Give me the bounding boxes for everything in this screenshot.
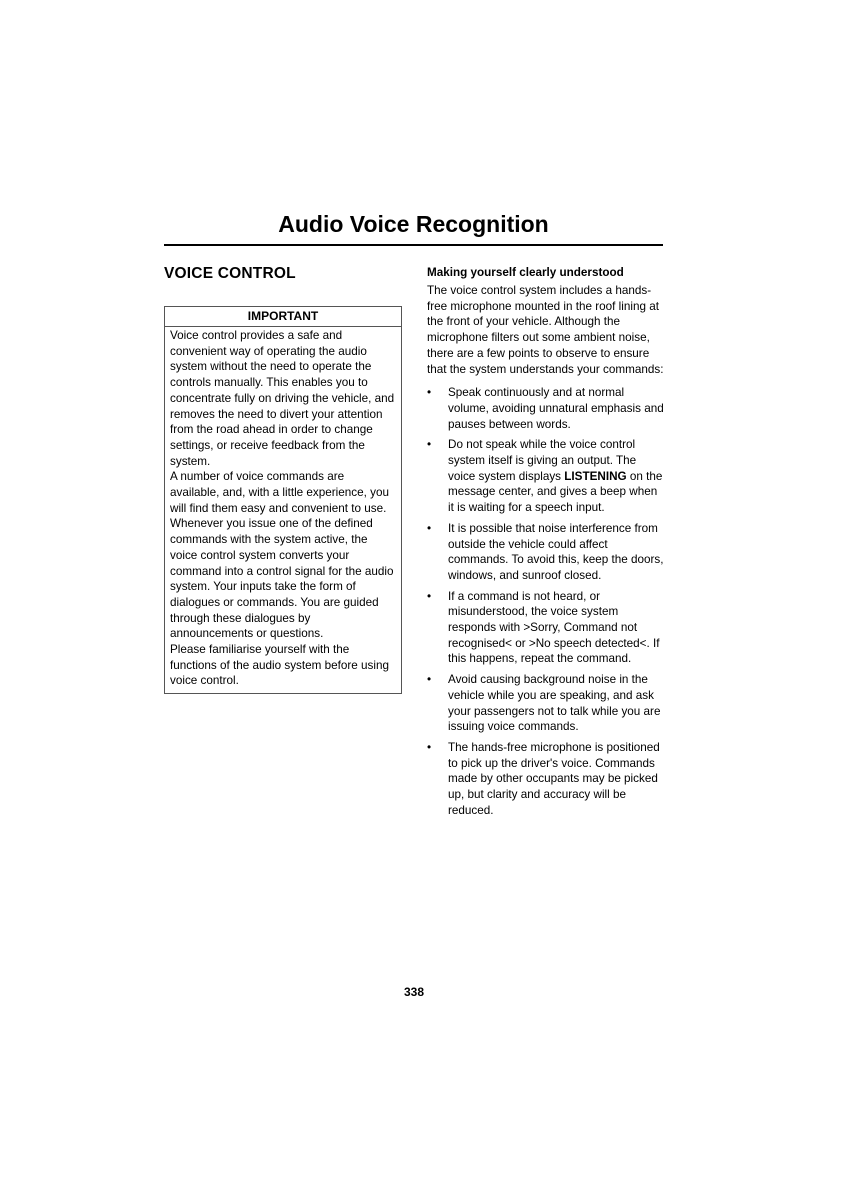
list-item-text: It is possible that noise interference from outside the vehicle could affect commands. To avoid this, keep the doors, windows, and sunroof closed. bbox=[448, 521, 664, 582]
list-item-text: Do not speak while the voice control system itself is giving an output. The voice system displays bbox=[448, 438, 637, 483]
right-column bbox=[427, 264, 665, 824]
list-item-text: Speak continuously and at normal volume, avoiding unnatural emphasis and pauses between words. bbox=[448, 386, 664, 431]
list-item bbox=[427, 385, 665, 432]
subheading: Making yourself clearly understood bbox=[427, 266, 624, 279]
section-heading: VOICE CONTROL bbox=[164, 265, 296, 282]
list-item bbox=[427, 521, 665, 584]
page-number: 338 bbox=[403, 985, 425, 999]
bullet-icon: • bbox=[427, 673, 432, 687]
title-rule bbox=[164, 244, 663, 246]
list-item bbox=[427, 437, 665, 516]
list-item-text: Avoid causing background noise in the vehicle while you are speaking, and ask your passengers not to talk while you are issuing voice commands. bbox=[448, 673, 661, 734]
page-title: Audio Voice Recognition bbox=[278, 211, 549, 237]
bullet-icon: • bbox=[427, 386, 432, 400]
list-item-text: on the message center, and gives a beep when it is waiting for a speech input. bbox=[448, 469, 663, 515]
important-label: IMPORTANT bbox=[165, 307, 401, 327]
important-paragraph: Please familiarise yourself with the functions of the audio system before using voice control. bbox=[170, 643, 389, 688]
bullet-icon: • bbox=[427, 521, 432, 535]
list-item-text: The hands-free microphone is positioned to pick up the driver's voice. Commands made by other occupants may be picked up, but clarity and accuracy will be reduced. bbox=[448, 740, 660, 817]
bullet-icon: • bbox=[427, 438, 432, 452]
bullet-icon: • bbox=[427, 589, 432, 603]
list-item bbox=[427, 740, 665, 819]
important-body bbox=[165, 327, 401, 693]
left-column bbox=[164, 264, 403, 694]
important-paragraph: Voice control provides a safe and convenient way of operating the audio system without the need to operate the controls manually. This enables you to concentrate fully on driving the vehicle, and removes the need to divert your attention from the road ahead in order to change settings, or receive feedback from the system. bbox=[170, 329, 395, 468]
intro-paragraph: The voice control system includes a hands-free microphone mounted in the roof lining at the front of your vehicle. Although the microphone filters out some ambient noise, there are a few points to observe to ensure that the system understands your commands: bbox=[427, 284, 664, 376]
list-item-text: If a command is not heard, or misunderstood, the voice system responds with >Sorry, Command not recognised< or >No speech detected<. If this happens, repeat the command. bbox=[448, 589, 660, 666]
listening-keyword: LISTENING bbox=[564, 469, 627, 483]
bullet-icon: • bbox=[427, 740, 432, 754]
important-paragraph: A number of voice commands are available, and, with a little experience, you will find them easy and convenient to use. Whenever you issue one of the defined commands with the system active, the voice control system converts your command into a control signal for the audio system. Your inputs take the form of dialogues or commands. You are guided through these dialogues by announcements or questions. bbox=[170, 470, 394, 641]
bullet-list bbox=[427, 385, 665, 818]
list-item bbox=[427, 589, 665, 668]
list-item bbox=[427, 672, 665, 735]
important-box bbox=[164, 306, 402, 694]
